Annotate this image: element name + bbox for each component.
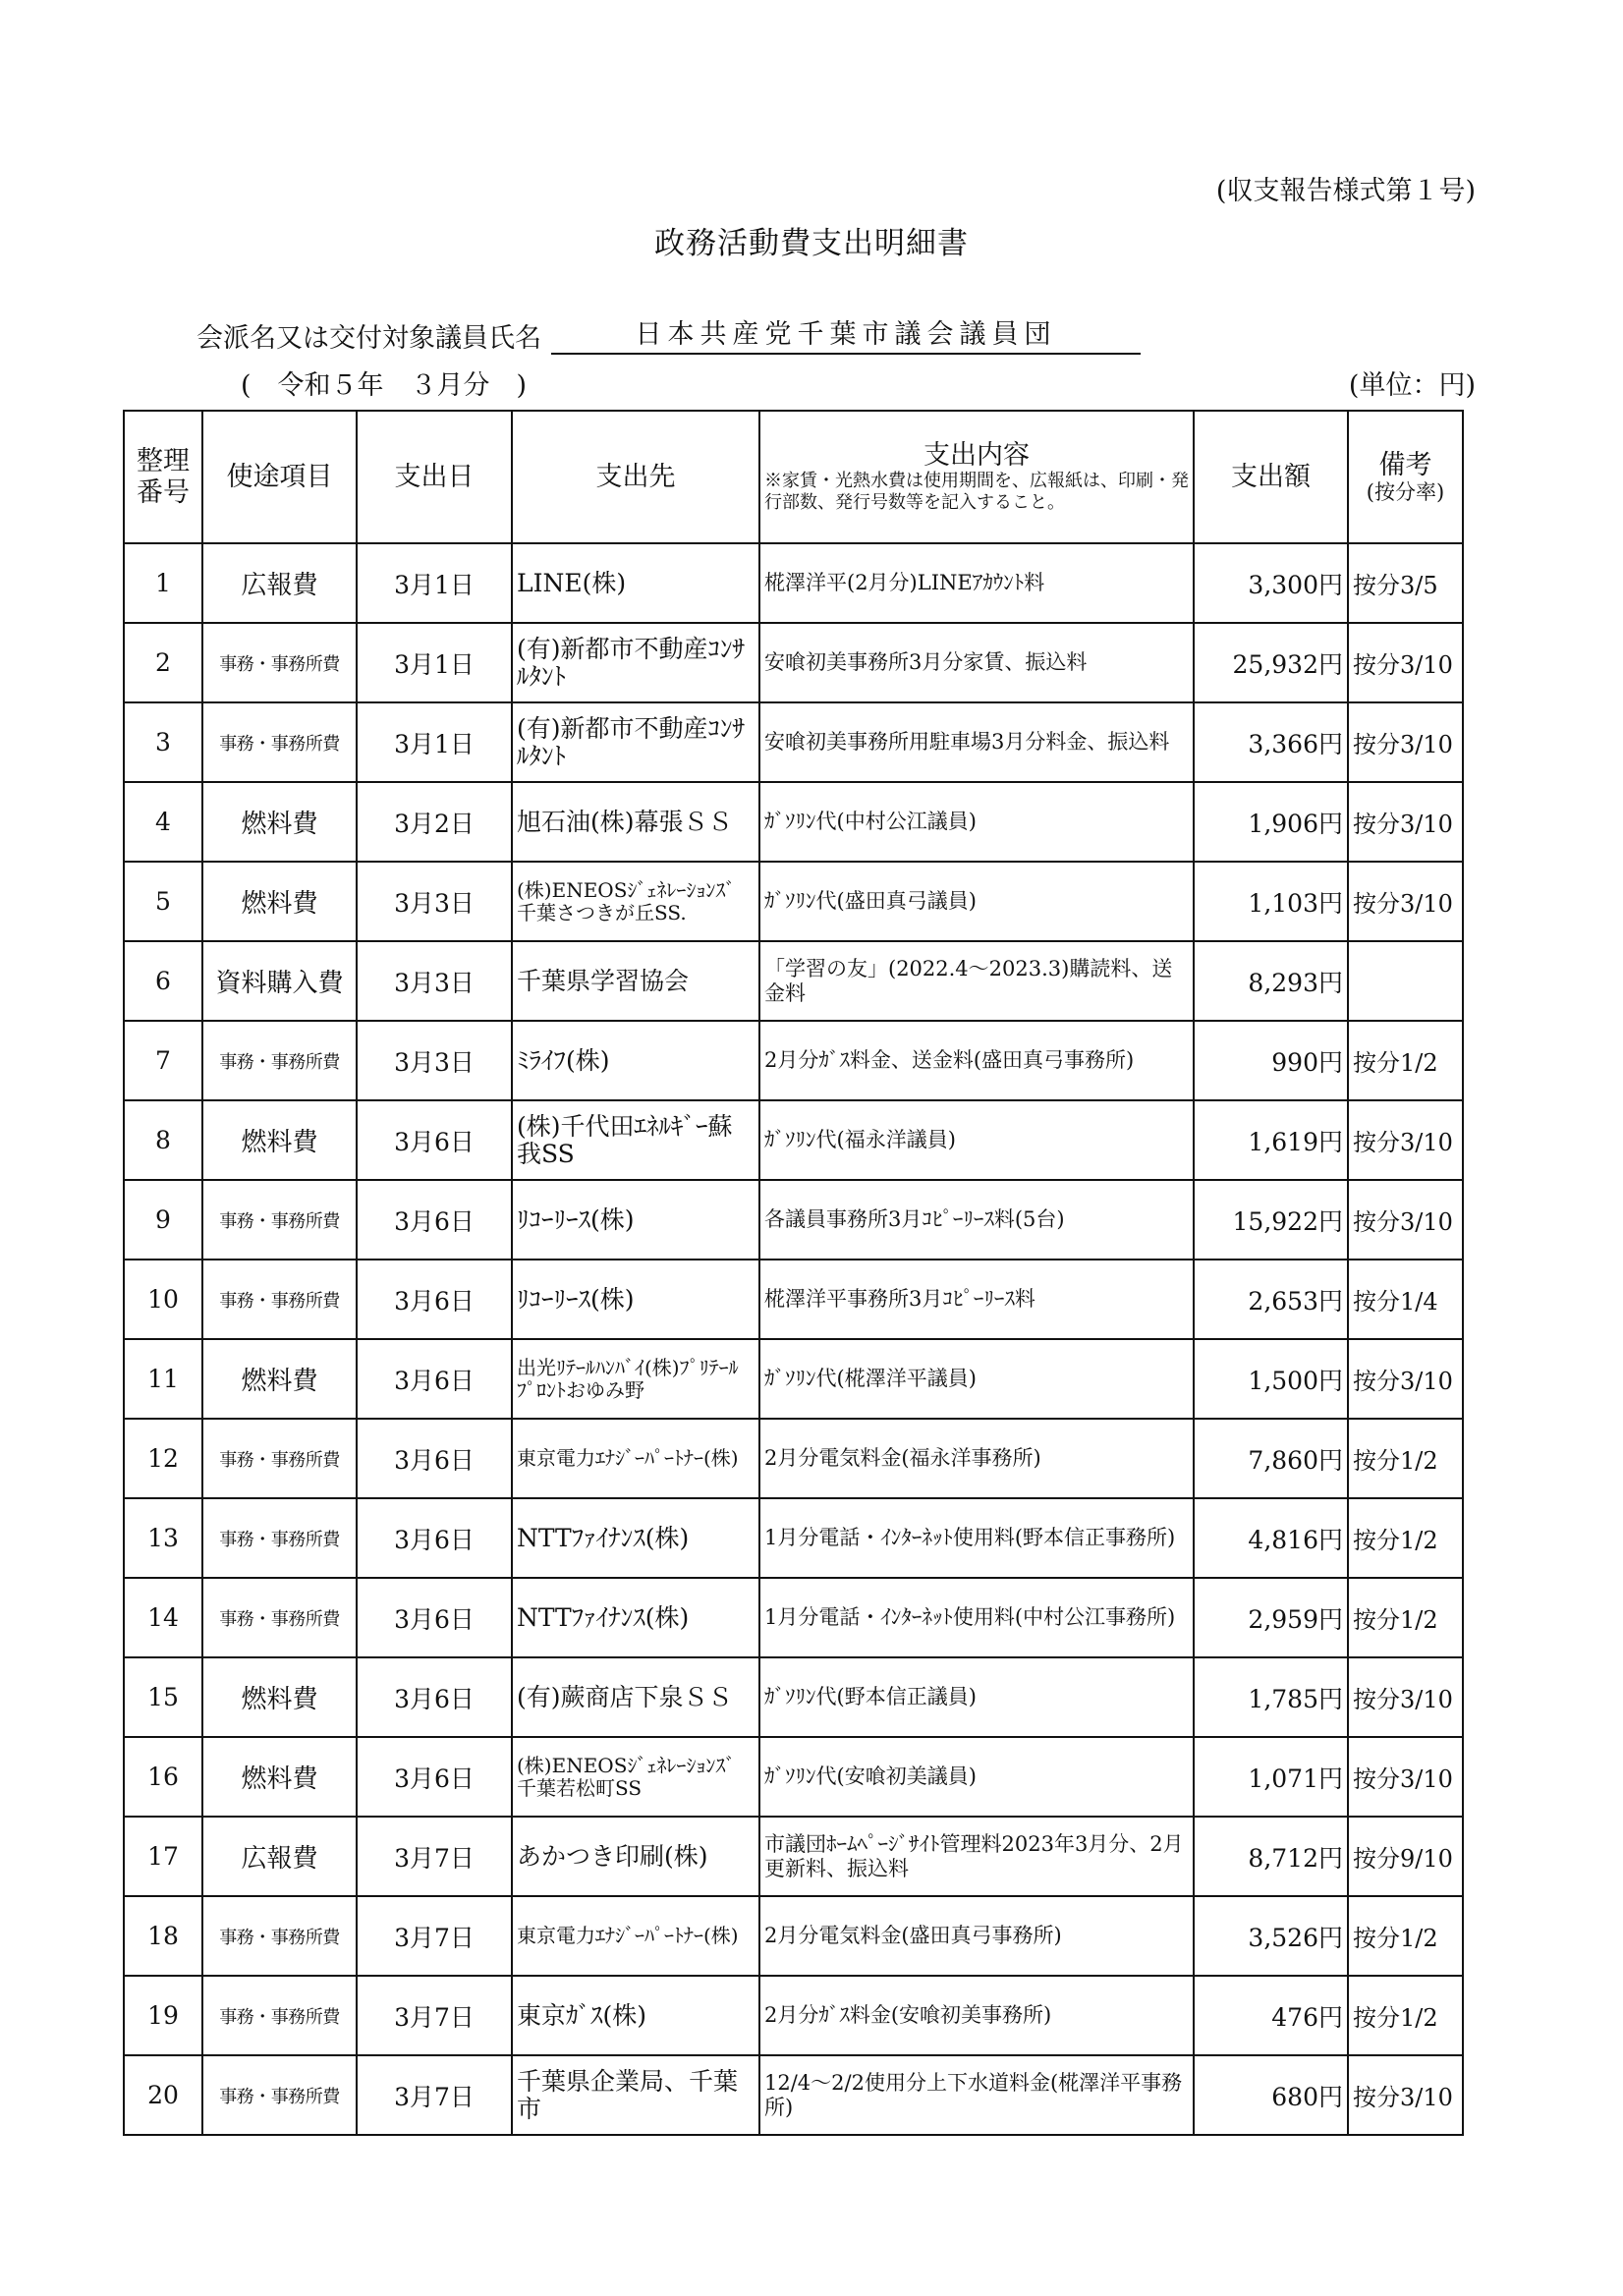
row-number: 9 bbox=[124, 1180, 202, 1260]
date-cell: 3月3日 bbox=[357, 1021, 512, 1100]
payee-cell: (有)新都市不動産ｺﾝｻﾙﾀﾝﾄ bbox=[512, 623, 759, 702]
date-cell: 3月6日 bbox=[357, 1180, 512, 1260]
note-cell: 按分1/2 bbox=[1348, 1896, 1463, 1976]
table-row bbox=[124, 543, 1463, 623]
purpose-cell: 事務・事務所費 bbox=[202, 2055, 357, 2135]
table-row bbox=[124, 1737, 1463, 1817]
table-row bbox=[124, 1498, 1463, 1578]
date-cell: 3月6日 bbox=[357, 1578, 512, 1657]
purpose-cell: 事務・事務所費 bbox=[202, 1976, 357, 2055]
description-cell: 1月分電話・ｲﾝﾀｰﾈｯﾄ使用料(中村公江事務所) bbox=[759, 1578, 1194, 1657]
note-cell: 按分3/10 bbox=[1348, 623, 1463, 702]
purpose-cell: 事務・事務所費 bbox=[202, 1260, 357, 1339]
amount-cell: 1,906円 bbox=[1194, 782, 1348, 862]
purpose-cell: 事務・事務所費 bbox=[202, 1021, 357, 1100]
row-number: 20 bbox=[124, 2055, 202, 2135]
amount-cell: 680円 bbox=[1194, 2055, 1348, 2135]
description-cell: 2月分ｶﾞｽ料金(安喰初美事務所) bbox=[759, 1976, 1194, 2055]
table-row bbox=[124, 1896, 1463, 1976]
payee-cell: あかつき印刷(株) bbox=[512, 1817, 759, 1896]
purpose-cell: 事務・事務所費 bbox=[202, 1419, 357, 1498]
payee-cell: 旭石油(株)幕張ＳＳ bbox=[512, 782, 759, 862]
payee-cell: NTTﾌｧｲﾅﾝｽ(株) bbox=[512, 1578, 759, 1657]
purpose-cell: 事務・事務所費 bbox=[202, 623, 357, 702]
date-cell: 3月1日 bbox=[357, 702, 512, 782]
expense-table bbox=[123, 410, 1464, 2136]
payee-cell: (有)蕨商店下泉ＳＳ bbox=[512, 1657, 759, 1737]
row-number: 17 bbox=[124, 1817, 202, 1896]
note-cell: 按分9/10 bbox=[1348, 1817, 1463, 1896]
row-number: 3 bbox=[124, 702, 202, 782]
row-number: 18 bbox=[124, 1896, 202, 1976]
table-row bbox=[124, 1817, 1463, 1896]
payee-cell: 出光ﾘﾃｰﾙﾊﾝﾊﾞｲ(株)ﾌﾟﾘﾃｰﾙﾌﾟﾛﾝﾄおゆみ野 bbox=[512, 1339, 759, 1419]
group-label: 会派名又は交付対象議員氏名 bbox=[196, 323, 541, 354]
date-cell: 3月6日 bbox=[357, 1737, 512, 1817]
description-cell: 各議員事務所3月ｺﾋﾟｰﾘｰｽ料(5台) bbox=[759, 1180, 1194, 1260]
table-row bbox=[124, 941, 1463, 1021]
purpose-cell: 燃料費 bbox=[202, 862, 357, 941]
payee-cell: (株)ENEOSｼﾞｪﾈﾚｰｼｮﾝｽﾞ千葉さつきが丘SS. bbox=[512, 862, 759, 941]
table-row bbox=[124, 1339, 1463, 1419]
purpose-cell: 燃料費 bbox=[202, 1657, 357, 1737]
description-cell: 市議団ﾎｰﾑﾍﾟｰｼﾞｻｲﾄ管理料2023年3月分、2月更新料、振込料 bbox=[759, 1817, 1194, 1896]
note-cell bbox=[1348, 941, 1463, 1021]
note-cell: 按分3/10 bbox=[1348, 702, 1463, 782]
header-description bbox=[759, 411, 1194, 543]
date-cell: 3月7日 bbox=[357, 2055, 512, 2135]
amount-cell: 1,071円 bbox=[1194, 1737, 1348, 1817]
description-cell: 2月分ｶﾞｽ料金、送金料(盛田真弓事務所) bbox=[759, 1021, 1194, 1100]
amount-cell: 3,366円 bbox=[1194, 702, 1348, 782]
header-purpose: 使途項目 bbox=[202, 411, 357, 543]
payee-cell: 東京電力ｴﾅｼﾞｰﾊﾟｰﾄﾅｰ(株) bbox=[512, 1419, 759, 1498]
header-note-title: 備考 bbox=[1378, 449, 1432, 480]
amount-cell: 25,932円 bbox=[1194, 623, 1348, 702]
payee-cell: (株)ENEOSｼﾞｪﾈﾚｰｼｮﾝｽﾞ千葉若松町SS bbox=[512, 1737, 759, 1817]
description-cell: 椛澤洋平事務所3月ｺﾋﾟｰﾘｰｽ料 bbox=[759, 1260, 1194, 1339]
payee-cell: ﾘｺｰﾘｰｽ(株) bbox=[512, 1180, 759, 1260]
date-cell: 3月1日 bbox=[357, 623, 512, 702]
header-payee: 支出先 bbox=[512, 411, 759, 543]
row-number: 4 bbox=[124, 782, 202, 862]
table-row bbox=[124, 1976, 1463, 2055]
table-header-row bbox=[124, 411, 1463, 543]
row-number: 13 bbox=[124, 1498, 202, 1578]
table-row bbox=[124, 1100, 1463, 1180]
purpose-cell: 資料購入費 bbox=[202, 941, 357, 1021]
note-cell: 按分3/10 bbox=[1348, 782, 1463, 862]
amount-cell: 15,922円 bbox=[1194, 1180, 1348, 1260]
group-name: 日本共産党千葉市議会議員団 bbox=[551, 312, 1141, 355]
header-note-sub: (按分率) bbox=[1366, 479, 1445, 504]
table-row bbox=[124, 862, 1463, 941]
header-note bbox=[1348, 411, 1463, 543]
header-no: 整理番号 bbox=[124, 411, 202, 543]
date-cell: 3月3日 bbox=[357, 862, 512, 941]
description-cell: 2月分電気料金(盛田真弓事務所) bbox=[759, 1896, 1194, 1976]
amount-cell: 1,785円 bbox=[1194, 1657, 1348, 1737]
date-cell: 3月6日 bbox=[357, 1498, 512, 1578]
payee-cell: NTTﾌｧｲﾅﾝｽ(株) bbox=[512, 1498, 759, 1578]
amount-cell: 8,293円 bbox=[1194, 941, 1348, 1021]
date-cell: 3月1日 bbox=[357, 543, 512, 623]
note-cell: 按分3/10 bbox=[1348, 1180, 1463, 1260]
row-number: 12 bbox=[124, 1419, 202, 1498]
date-cell: 3月7日 bbox=[357, 1817, 512, 1896]
amount-cell: 2,653円 bbox=[1194, 1260, 1348, 1339]
payee-cell: 東京ｶﾞｽ(株) bbox=[512, 1976, 759, 2055]
row-number: 16 bbox=[124, 1737, 202, 1817]
payee-cell: 千葉県企業局、千葉市 bbox=[512, 2055, 759, 2135]
note-cell: 按分3/10 bbox=[1348, 862, 1463, 941]
description-cell: 安喰初美事務所3月分家賃、振込料 bbox=[759, 623, 1194, 702]
note-cell: 按分1/2 bbox=[1348, 1578, 1463, 1657]
description-cell: ｶﾞｿﾘﾝ代(椛澤洋平議員) bbox=[759, 1339, 1194, 1419]
description-cell: 安喰初美事務所用駐車場3月分料金、振込料 bbox=[759, 702, 1194, 782]
amount-cell: 1,619円 bbox=[1194, 1100, 1348, 1180]
amount-cell: 476円 bbox=[1194, 1976, 1348, 2055]
row-number: 15 bbox=[124, 1657, 202, 1737]
note-cell: 按分3/10 bbox=[1348, 1339, 1463, 1419]
table-row bbox=[124, 1260, 1463, 1339]
payee-cell: 千葉県学習協会 bbox=[512, 941, 759, 1021]
purpose-cell: 事務・事務所費 bbox=[202, 1896, 357, 1976]
note-cell: 按分3/10 bbox=[1348, 1657, 1463, 1737]
note-cell: 按分1/2 bbox=[1348, 1021, 1463, 1100]
description-cell: 2月分電気料金(福永洋事務所) bbox=[759, 1419, 1194, 1498]
purpose-cell: 燃料費 bbox=[202, 1737, 357, 1817]
payee-cell: (有)新都市不動産ｺﾝｻﾙﾀﾝﾄ bbox=[512, 702, 759, 782]
table-row bbox=[124, 1657, 1463, 1737]
row-number: 2 bbox=[124, 623, 202, 702]
amount-cell: 1,500円 bbox=[1194, 1339, 1348, 1419]
amount-cell: 8,712円 bbox=[1194, 1817, 1348, 1896]
row-number: 1 bbox=[124, 543, 202, 623]
description-cell: 1月分電話・ｲﾝﾀｰﾈｯﾄ使用料(野本信正事務所) bbox=[759, 1498, 1194, 1578]
table-row bbox=[124, 2055, 1463, 2135]
note-cell: 按分1/4 bbox=[1348, 1260, 1463, 1339]
purpose-cell: 事務・事務所費 bbox=[202, 1180, 357, 1260]
payee-cell: (株)千代田ｴﾈﾙｷﾞｰ蘇我SS bbox=[512, 1100, 759, 1180]
description-cell: ｶﾞｿﾘﾝ代(福永洋議員) bbox=[759, 1100, 1194, 1180]
table-row bbox=[124, 782, 1463, 862]
amount-cell: 3,526円 bbox=[1194, 1896, 1348, 1976]
date-cell: 3月6日 bbox=[357, 1100, 512, 1180]
description-cell: 椛澤洋平(2月分)LINEｱｶｳﾝﾄ料 bbox=[759, 543, 1194, 623]
purpose-cell: 広報費 bbox=[202, 543, 357, 623]
note-cell: 按分3/10 bbox=[1348, 1737, 1463, 1817]
header-description-title: 支出内容 bbox=[923, 440, 1030, 472]
amount-cell: 990円 bbox=[1194, 1021, 1348, 1100]
purpose-cell: 事務・事務所費 bbox=[202, 1578, 357, 1657]
description-cell: 「学習の友」(2022.4～2023.3)購読料、送金料 bbox=[759, 941, 1194, 1021]
description-cell: ｶﾞｿﾘﾝ代(安喰初美議員) bbox=[759, 1737, 1194, 1817]
purpose-cell: 燃料費 bbox=[202, 1100, 357, 1180]
description-cell: ｶﾞｿﾘﾝ代(盛田真弓議員) bbox=[759, 862, 1194, 941]
table-row bbox=[124, 1021, 1463, 1100]
table-body bbox=[124, 543, 1463, 2135]
row-number: 19 bbox=[124, 1976, 202, 2055]
table-row bbox=[124, 623, 1463, 702]
unit-label: (単位：円) bbox=[1348, 370, 1476, 401]
description-cell: ｶﾞｿﾘﾝ代(野本信正議員) bbox=[759, 1657, 1194, 1737]
form-number: (収支報告様式第１号) bbox=[1215, 176, 1476, 206]
note-cell: 按分3/10 bbox=[1348, 2055, 1463, 2135]
note-cell: 按分1/2 bbox=[1348, 1419, 1463, 1498]
note-cell: 按分3/10 bbox=[1348, 1100, 1463, 1180]
row-number: 11 bbox=[124, 1339, 202, 1419]
table-row bbox=[124, 702, 1463, 782]
row-number: 7 bbox=[124, 1021, 202, 1100]
purpose-cell: 広報費 bbox=[202, 1817, 357, 1896]
note-cell: 按分1/2 bbox=[1348, 1976, 1463, 2055]
purpose-cell: 燃料費 bbox=[202, 782, 357, 862]
date-cell: 3月6日 bbox=[357, 1657, 512, 1737]
amount-cell: 3,300円 bbox=[1194, 543, 1348, 623]
row-number: 10 bbox=[124, 1260, 202, 1339]
description-cell: 12/4～2/2使用分上下水道料金(椛澤洋平事務所) bbox=[759, 2055, 1194, 2135]
note-cell: 按分3/5 bbox=[1348, 543, 1463, 623]
amount-cell: 7,860円 bbox=[1194, 1419, 1348, 1498]
payee-cell: ﾐﾗｲﾌ(株) bbox=[512, 1021, 759, 1100]
period: ( 令和５年 ３月分 ) bbox=[241, 370, 528, 401]
header-date: 支出日 bbox=[357, 411, 512, 543]
payee-cell: LINE(株) bbox=[512, 543, 759, 623]
table-row bbox=[124, 1419, 1463, 1498]
date-cell: 3月7日 bbox=[357, 1976, 512, 2055]
amount-cell: 4,816円 bbox=[1194, 1498, 1348, 1578]
row-number: 8 bbox=[124, 1100, 202, 1180]
purpose-cell: 事務・事務所費 bbox=[202, 1498, 357, 1578]
date-cell: 3月2日 bbox=[357, 782, 512, 862]
description-cell: ｶﾞｿﾘﾝ代(中村公江議員) bbox=[759, 782, 1194, 862]
date-cell: 3月7日 bbox=[357, 1896, 512, 1976]
group-row bbox=[196, 312, 1141, 355]
header-amount: 支出額 bbox=[1194, 411, 1348, 543]
table-row bbox=[124, 1180, 1463, 1260]
document-title: 政務活動費支出明細書 bbox=[654, 226, 969, 261]
date-cell: 3月6日 bbox=[357, 1260, 512, 1339]
note-cell: 按分1/2 bbox=[1348, 1498, 1463, 1578]
date-cell: 3月3日 bbox=[357, 941, 512, 1021]
payee-cell: 東京電力ｴﾅｼﾞｰﾊﾟｰﾄﾅｰ(株) bbox=[512, 1896, 759, 1976]
amount-cell: 1,103円 bbox=[1194, 862, 1348, 941]
purpose-cell: 燃料費 bbox=[202, 1339, 357, 1419]
amount-cell: 2,959円 bbox=[1194, 1578, 1348, 1657]
payee-cell: ﾘｺｰﾘｰｽ(株) bbox=[512, 1260, 759, 1339]
date-cell: 3月6日 bbox=[357, 1339, 512, 1419]
purpose-cell: 事務・事務所費 bbox=[202, 702, 357, 782]
row-number: 6 bbox=[124, 941, 202, 1021]
row-number: 5 bbox=[124, 862, 202, 941]
table-row bbox=[124, 1578, 1463, 1657]
header-description-note: ※家賃・光熱水費は使用期間を、広報紙は、印刷・発行部数、発行号数等を記入すること。 bbox=[764, 471, 1189, 514]
date-cell: 3月6日 bbox=[357, 1419, 512, 1498]
row-number: 14 bbox=[124, 1578, 202, 1657]
